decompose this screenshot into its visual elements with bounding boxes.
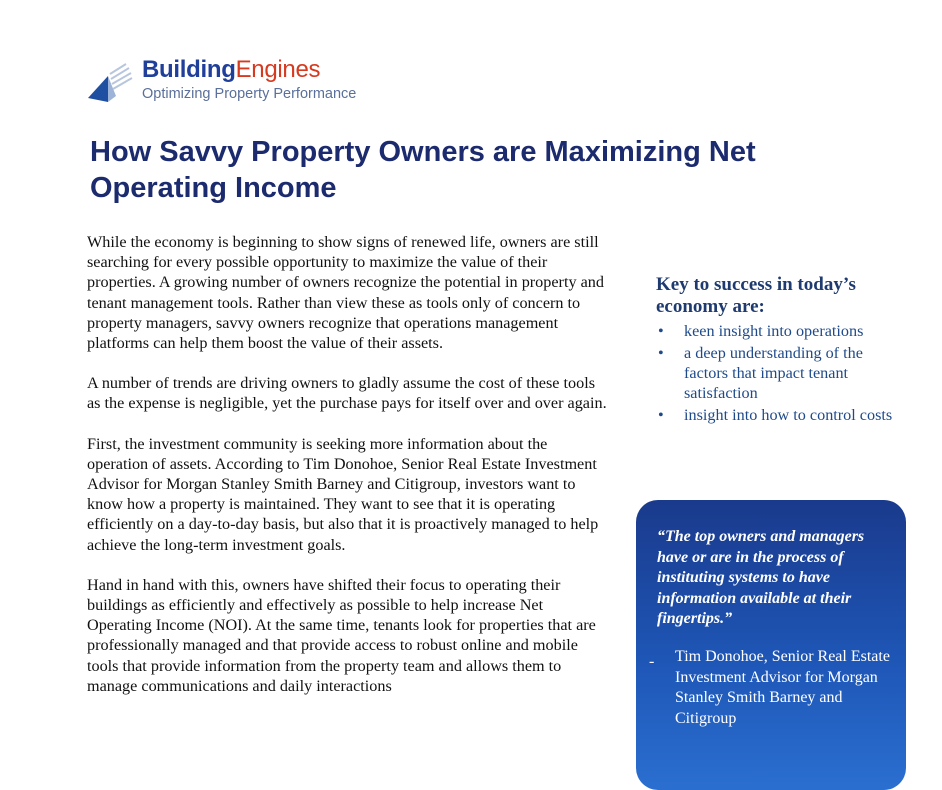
bullet-icon: • xyxy=(658,344,664,362)
pull-quote-box xyxy=(636,500,906,790)
paragraph-2: A number of trends are driving owners to gladly assume the cost of these tools as the expense is negligible, yet the purchase pays for itself over and over again. xyxy=(87,374,607,413)
building-engines-logo-icon xyxy=(86,62,136,104)
paragraph-3: First, the investment community is seeking more information about the operation of assets. According to Tim Donohoe, Senior Real Estate Investment Advisor for Morgan Stanley Smith Barney and Citigroup, investors want to know how a property is maintained. They want to see that it is operating efficiently on a day-to-day basis, but also that it is proactively managed to help achieve the long-term investment goals. xyxy=(87,434,599,554)
logo-name-engines: Engines xyxy=(235,56,321,83)
quote-dash: - xyxy=(649,653,655,670)
logo xyxy=(86,56,386,108)
sidebar-heading: Key to success in today’s economy are: xyxy=(656,274,856,317)
logo-name xyxy=(142,56,320,84)
sidebar-list-item: • keen insight into operations xyxy=(658,322,864,340)
sidebar-list-item: • insight into how to control costs xyxy=(658,406,893,424)
logo-name-building: Building xyxy=(142,56,236,83)
paragraph-4: Hand in hand with this, owners have shifted their focus to operating their buildings as efficiently and effectively as possible to help increase Net Operating Income (NOI). At the same time, tenants look for properties that are professionally managed and that provide access to robust online and mobile tools that provide information from the property team and allows them to manage communications and daily interactions xyxy=(87,575,596,695)
paragraph-1: While the economy is beginning to show signs of renewed life, owners are still searching for every possible opportunity to maximize the value of their properties. A growing number of owners recognize the potential in property and tenant management tools. Rather than view these as tools only of concern to property managers, savvy owners recognize that operations management platforms can help them boost the value of their assets. xyxy=(87,233,604,353)
bullet-icon: • xyxy=(658,406,664,424)
article-body xyxy=(87,232,607,716)
logo-tagline: Optimizing Property Performance xyxy=(142,86,357,102)
quote-attribution: Tim Donohoe, Senior Real Estate Investment Advisor for Morgan Stanley Smith Barney and Citigroup xyxy=(675,648,890,727)
page-title: How Savvy Property Owners are Maximizing Net Operating Income xyxy=(90,136,756,204)
key-to-success-sidebar xyxy=(656,274,906,424)
bullet-icon: • xyxy=(658,322,664,340)
quote-text: “The top owners and managers have or are in the process of instituting systems to have information available at their fingertips.” xyxy=(657,528,865,627)
sidebar-list-item: • a deep understanding of the factors that impact tenant satisfaction xyxy=(658,344,863,402)
